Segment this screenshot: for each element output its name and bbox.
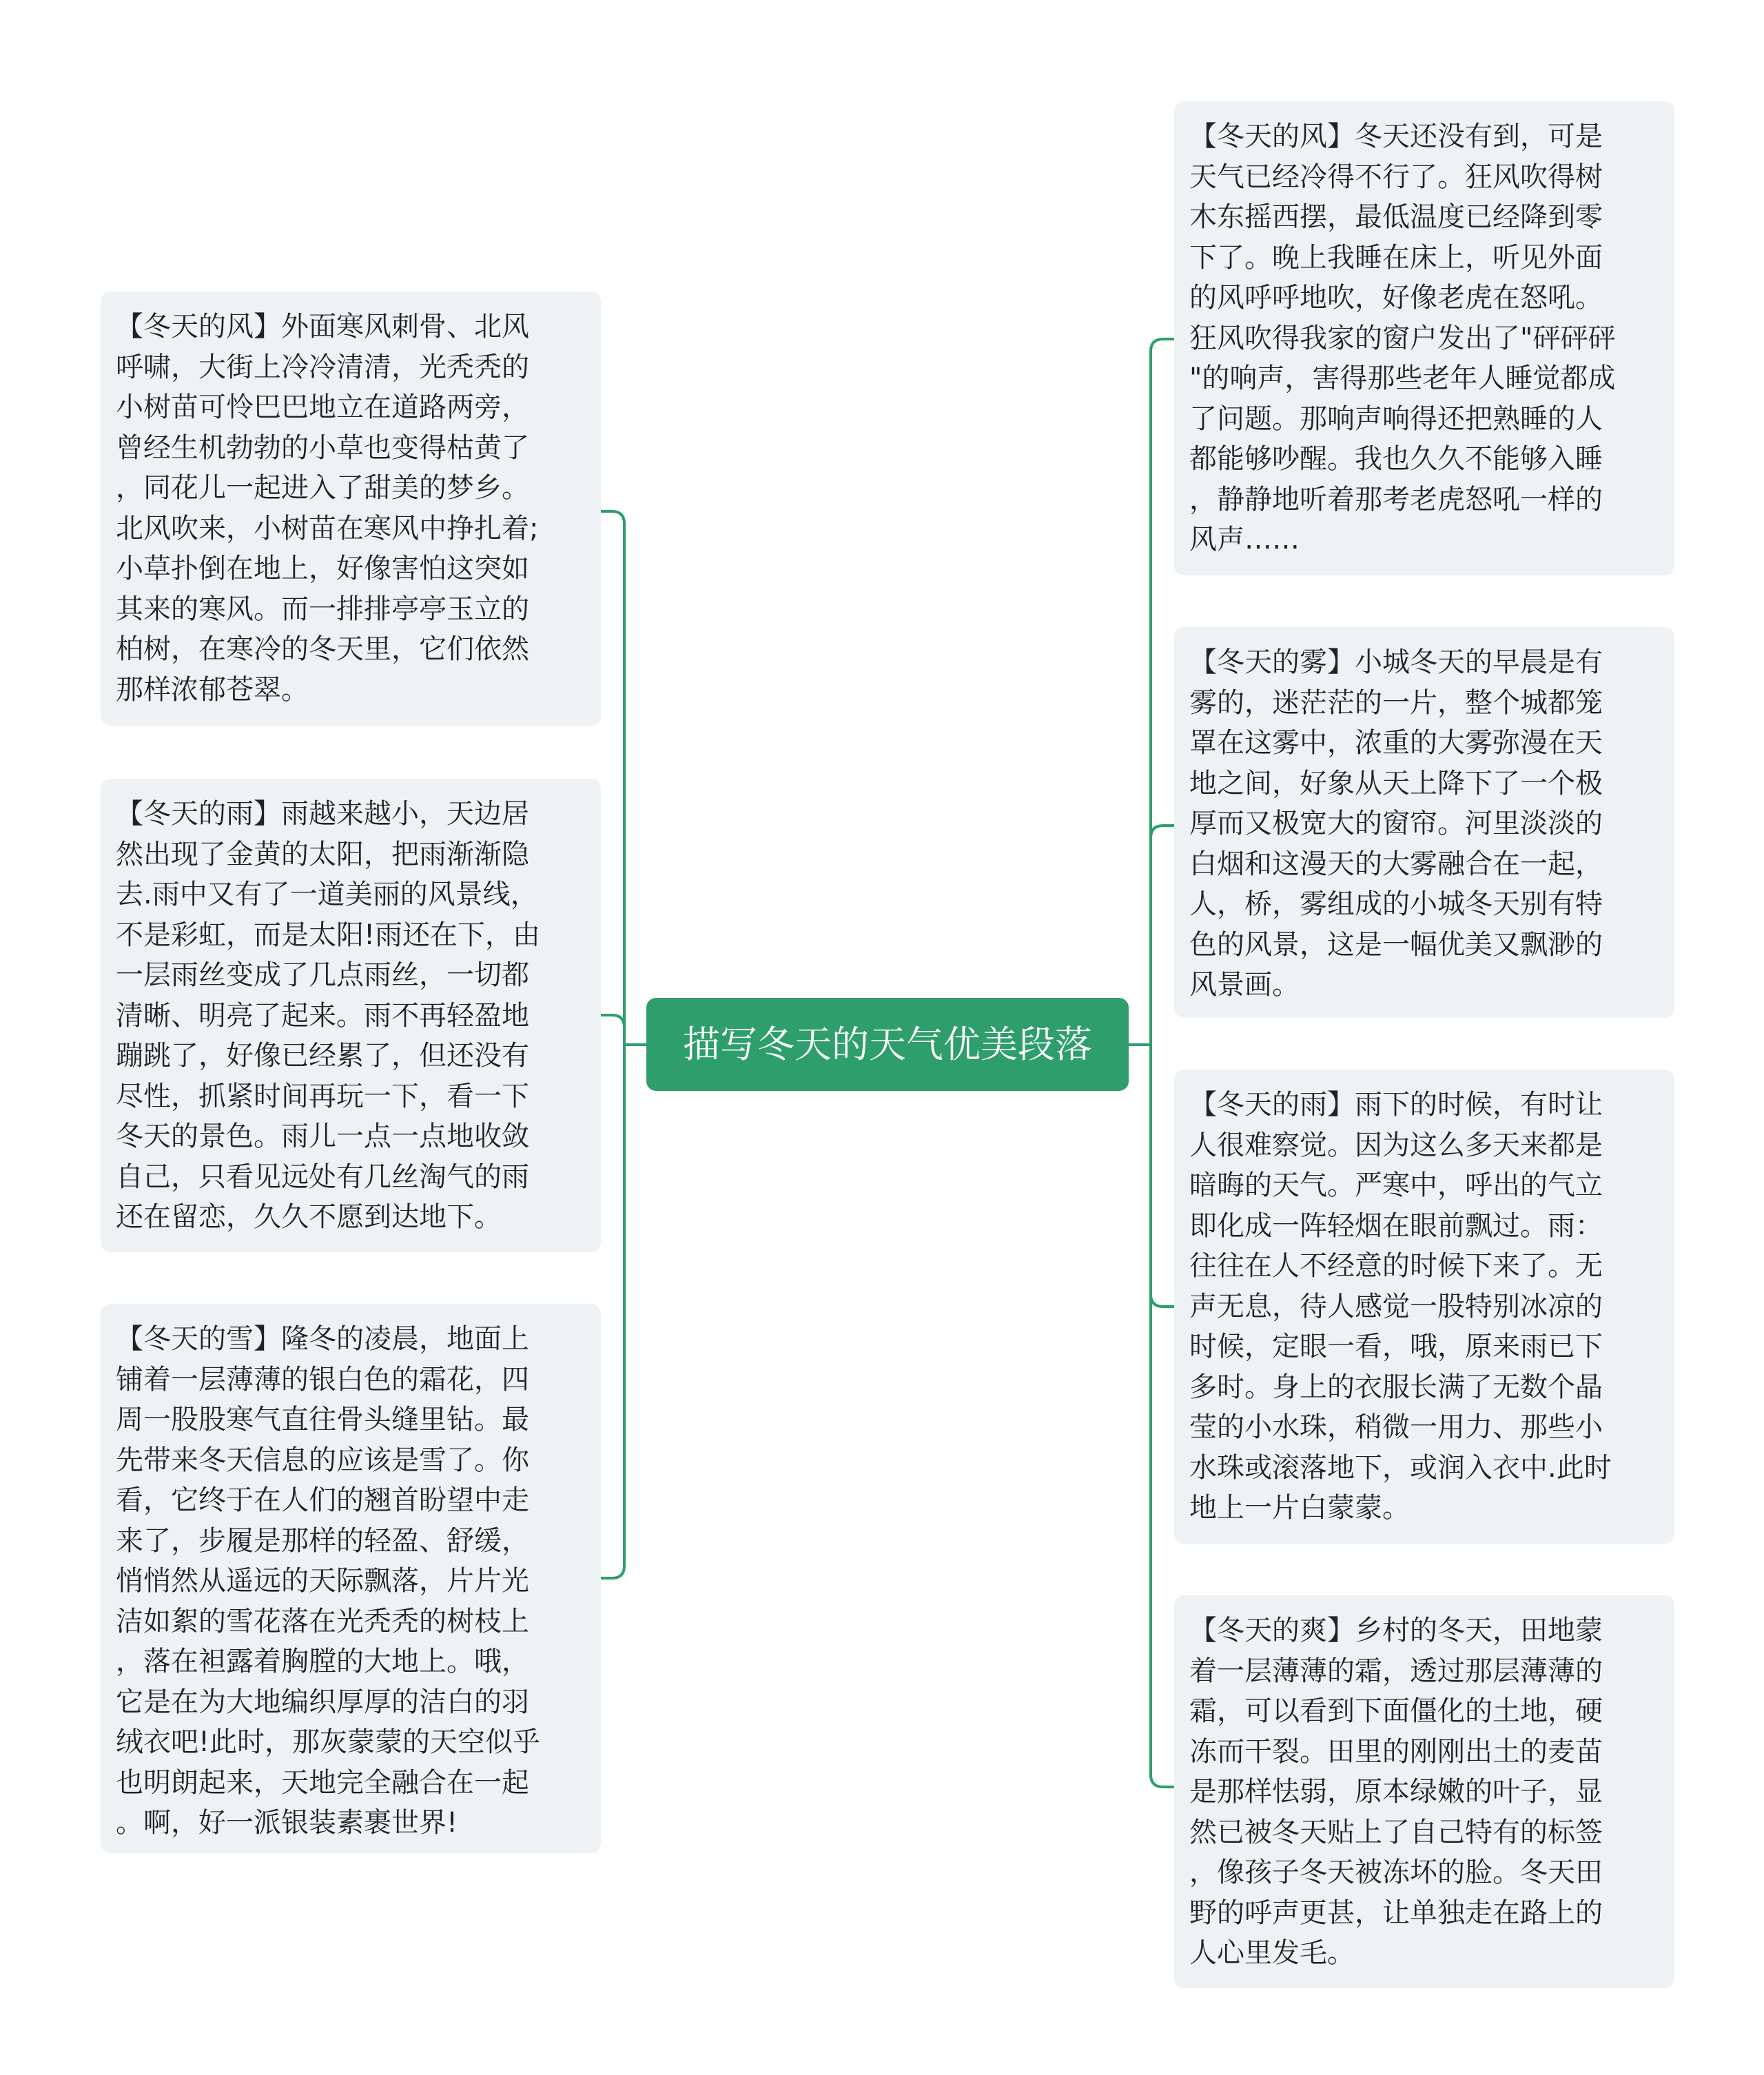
connector-left-3 xyxy=(601,1566,624,1578)
right-node-winter-rain[interactable]: 【冬天的雨】雨下的时候，有时让 人很难察觉。因为这么多天来都是 暗晦的天气。严寒中，呼出的气立 即化成一阵轻烟在眼前飘过。雨： 往往在人不经意的时候下来了。无 声无息，待人感觉一股特别冰凉的 时候，定眼一看，哦，原来雨已下 多时。身上的衣服长满了无数个晶 莹的小水珠，稍微一用力、那些小 水珠或滚落地下，或润入衣中.此时 地上一片白蒙蒙。 xyxy=(1174,1070,1674,1544)
connector-left-1 xyxy=(601,511,624,524)
connector-right-1 xyxy=(1151,339,1174,351)
right-node-winter-fog[interactable]: 【冬天的雾】小城冬天的早晨是有 雾的，迷茫茫的一片，整个城都笼 罩在这雾中，浓重的大雾弥漫在天 地之间，好象从天上降下了一个极 厚而又极宽大的窗帘。河里淡淡的 白烟和这漫天的大雾融合在一起， 人，桥，雾组成的小城冬天别有特 色的风景，这是一幅优美又飘渺的 风景画。 xyxy=(1174,627,1674,1018)
left-node-winter-rain[interactable]: 【冬天的雨】雨越来越小，天边居 然出现了金黄的太阳，把雨渐渐隐 去.雨中又有了一道美丽的风景线， 不是彩虹，而是太阳!雨还在下，由 一层雨丝变成了几点雨丝，一切都 清晰、明亮了起来。雨不再轻盈地 蹦跳了，好像已经累了，但还没有 尽性，抓紧时间再玩一下，看一下 冬天的景色。雨儿一点一点地收敛 自己，只看见远处有几丝淘气的雨 还在留恋，久久不愿到达地下。 xyxy=(101,779,601,1252)
connector-right-3 xyxy=(1151,1294,1174,1307)
center-topic[interactable]: 描写冬天的天气优美段落 xyxy=(646,998,1129,1091)
right-node-winter-crisp[interactable]: 【冬天的爽】乡村的冬天，田地蒙 着一层薄薄的霜，透过那层薄薄的 霜，可以看到下面僵化的土地，硬 冻而干裂。田里的刚刚出土的麦苗 是那样怯弱，原本绿嫩的叶子，显 然已被冬天贴上了自己特有的标签 ，像孩子冬天被冻坏的脸。冬天田 野的呼声更甚，让单独走在路上的 人心里发毛。 xyxy=(1174,1595,1674,1988)
connector-left-2 xyxy=(601,1015,624,1028)
left-node-winter-snow[interactable]: 【冬天的雪】隆冬的凌晨，地面上 铺着一层薄薄的银白色的霜花，四 周一股股寒气直往骨头缝里钻。最 先带来冬天信息的应该是雪了。你 看，它终于在人们的翘首盼望中走 来了，步履是那样的轻盈、舒缓， 悄悄然从遥远的天际飘落，片片光 洁如絮的雪花落在光秃秃的树枝上 ，落在袒露着胸膛的大地上。哦， 它是在为大地编织厚厚的洁白的羽 绒衣吧!此时，那灰蒙蒙的天空似乎 也明朗起来，天地完全融合在一起 。啊，好一派银装素裹世界! xyxy=(101,1304,601,1853)
connector-right-2 xyxy=(1151,826,1174,838)
connector-right-4 xyxy=(1151,1775,1174,1787)
right-node-winter-wind[interactable]: 【冬天的风】冬天还没有到，可是 天气已经冷得不行了。狂风吹得树 木东摇西摆，最低温度已经降到零 下了。晚上我睡在床上，听见外面 的风呼呼地吹，好像老虎在怒吼。 狂风吹得我家的窗户发出了"砰砰砰 "的响声，害得那些老年人睡觉都成 了问题。那响声响得还把熟睡的人 都能够吵醒。我也久久不能够入睡 ，静静地听着那考老虎怒吼一样的 风声…… xyxy=(1174,101,1674,575)
left-node-winter-wind[interactable]: 【冬天的风】外面寒风刺骨、北风 呼啸，大街上冷冷清清，光秃秃的 小树苗可怜巴巴地立在道路两旁， 曾经生机勃勃的小草也变得枯黄了 ，同花儿一起进入了甜美的梦乡。 北风吹来，小树苗在寒风中挣扎着; 小草扑倒在地上，好像害怕这突如 其来的寒风。而一排排亭亭玉立的 柏树，在寒冷的冬天里，它们依然 那样浓郁苍翠。 xyxy=(101,292,601,726)
